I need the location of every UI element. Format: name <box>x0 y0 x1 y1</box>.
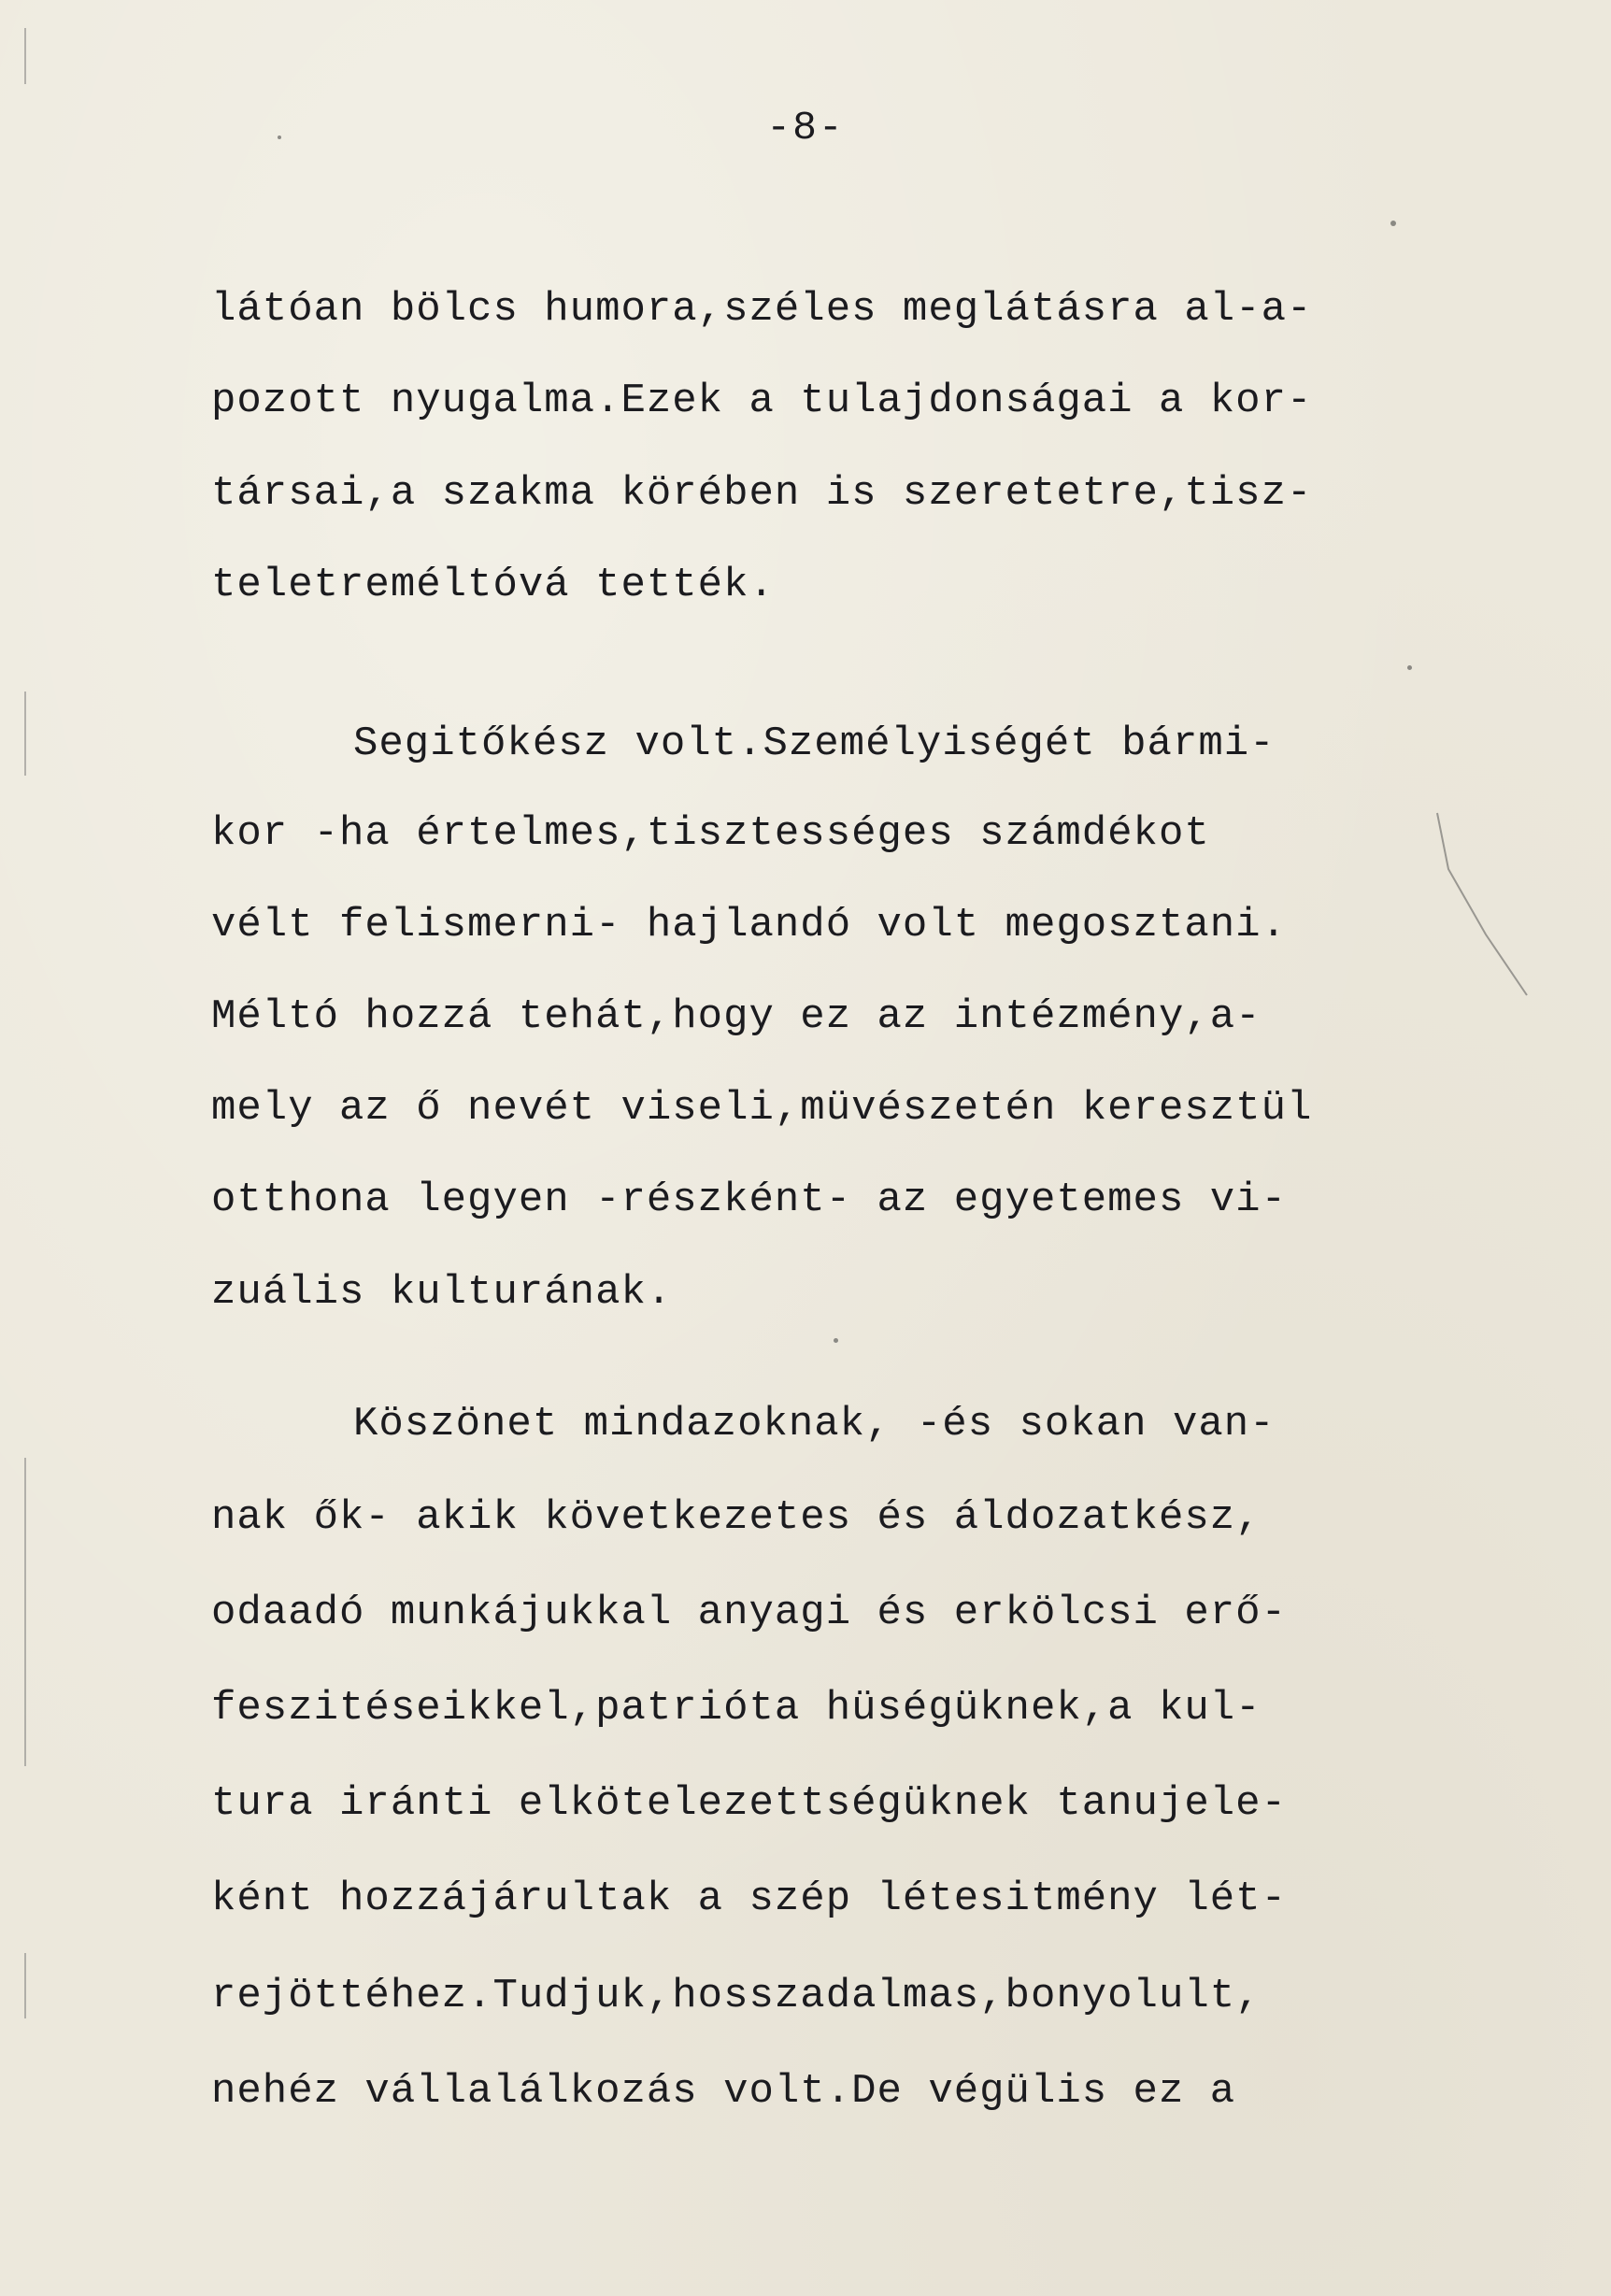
scan-edge-mark <box>24 1458 26 1766</box>
text-line: látóan bölcs humora,széles meglátásra al-a- <box>211 286 1313 333</box>
text-line: kor -ha értelmes,tisztességes számdékot <box>211 810 1210 857</box>
scan-edge-mark <box>24 28 26 84</box>
text-line: nak ők- akik következetes és áldozatkész, <box>211 1494 1262 1541</box>
text-line: odaadó munkájukkal anyagi és erkölcsi erő- <box>211 1590 1287 1636</box>
scan-speck <box>834 1338 838 1343</box>
text-line: Köszönet mindazoknak, -és sokan van- <box>353 1401 1276 1447</box>
text-line: Segitőkész volt.Személyiségét bármi- <box>353 720 1276 767</box>
text-line: társai,a szakma körében is szeretetre,tisz- <box>211 470 1313 517</box>
text-line: mely az ő nevét viseli,müvészetén keresztül <box>211 1085 1313 1132</box>
text-line: rejöttéhez.Tudjuk,hosszadalmas,bonyolult, <box>211 1973 1262 2019</box>
text-line: pozott nyugalma.Ezek a tulajdonságai a kor- <box>211 378 1313 424</box>
scan-edge-mark <box>24 1953 26 2018</box>
pencil-stroke <box>1430 804 1542 1009</box>
text-line: Méltó hozzá tehát,hogy ez az intézmény,a- <box>211 993 1262 1040</box>
page-number: -8- <box>766 105 845 150</box>
text-line: tura iránti elkötelezettségüknek tanujele- <box>211 1780 1287 1827</box>
scan-speck <box>1390 221 1396 226</box>
text-line: vélt felismerni- hajlandó volt megosztani. <box>211 902 1287 948</box>
text-line: feszitéseikkel,patrióta hüségüknek,a kul- <box>211 1685 1262 1732</box>
text-line: teletreméltóvá tették. <box>211 562 775 608</box>
scan-speck <box>278 135 281 139</box>
text-line: nehéz vállalálkozás volt.De végülis ez a <box>211 2068 1236 2115</box>
text-line: otthona legyen -részként- az egyetemes vi- <box>211 1177 1287 1223</box>
scan-edge-mark <box>24 692 26 776</box>
text-line: zuális kulturának. <box>211 1269 673 1316</box>
scan-speck <box>1407 665 1412 670</box>
text-line: ként hozzájárultak a szép létesitmény lét- <box>211 1875 1287 1922</box>
